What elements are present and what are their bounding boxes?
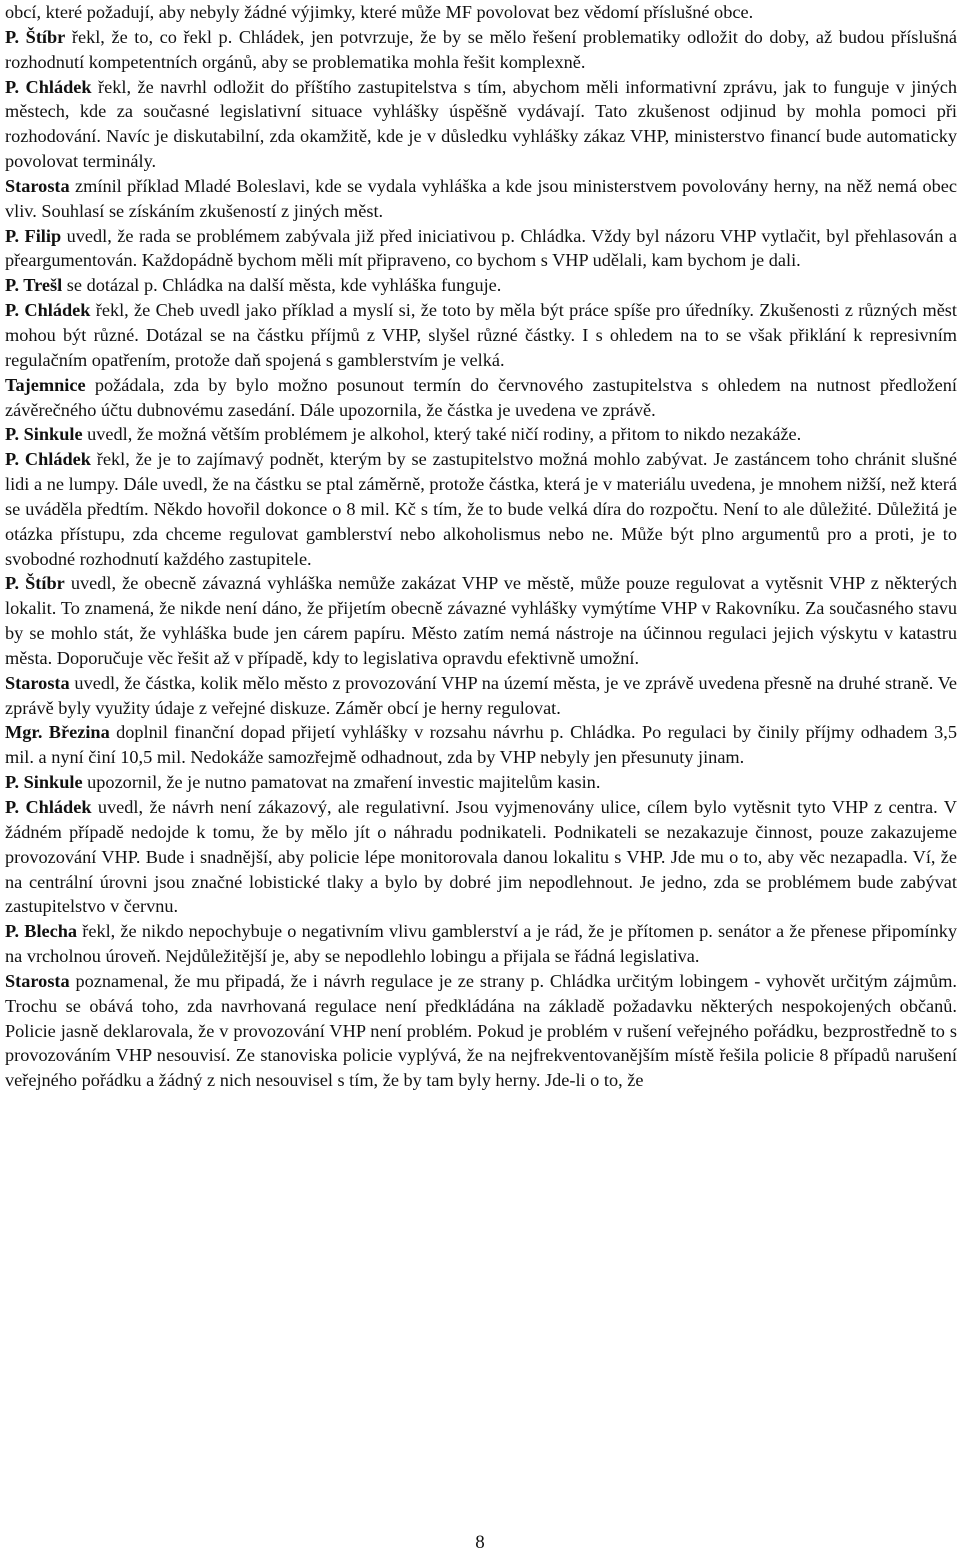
paragraph-text: uvedl, že možná větším problémem je alkohol, který také ničí rodiny, a přitom to nikdo nezakáže. <box>82 424 802 445</box>
speaker-name: P. Štíbr <box>5 573 65 594</box>
page-number: 8 <box>475 1532 485 1553</box>
paragraph-text: řekl, že je to zajímavý podnět, kterým by se zastupitelstvo možná mohlo zabývat. Je zastáncem toho chránit slušné lidi a ne lumpy. Dále uvedl, že na částku se ptal záměrně, protože částka, která je v materiálu uvedena, je mnohem nižší, než která se uváděla předtím. Někdo hovořil dokonce o 8 mil. Kč s tím, že to bude velká díra do rozpočtu. Není to ale důležité. Důležitá je otázka přístupu, zda chceme regulovat gamblerství nebo alkoholismus nebo ne. Může být plno argumentů pro a proti, je to svobodné rozhodnutí každého zastupitele. <box>5 449 957 569</box>
speaker-name: P. Blecha <box>5 921 78 942</box>
paragraph-text: zmínil příklad Mladé Boleslavi, kde se vydala vyhláška a kde jsou ministerstvem povolovány herny, na něž nemá obec vliv. Souhlasí se získáním zkušeností z jiných měst. <box>5 175 957 221</box>
paragraph <box>5 0 957 25</box>
speaker-name: P. Filip <box>5 225 62 246</box>
paragraph <box>5 75 957 174</box>
speaker-name: Starosta <box>5 175 70 196</box>
speaker-name: P. Chládek <box>5 449 91 470</box>
paragraph <box>5 224 957 274</box>
speaker-name: P. Chládek <box>5 76 92 97</box>
paragraph <box>5 373 957 423</box>
paragraph <box>5 422 957 447</box>
paragraph-text: řekl, že navrhl odložit do příštího zastupitelstva s tím, abychom měli informativní zprávu, jak to funguje v jiných městech, kde za současné legislativní situace vyhlášky úspěšně vydávají. Tato zkušenost odjinud by mohla pomoci při rozhodování. Navíc je diskutabilní, zda okamžitě, kde je v důsledku vyhlášky zákaz VHP, ministerstvo financí bude automaticky povolovat terminály. <box>5 76 957 172</box>
paragraph-text: obcí, které požadují, aby nebyly žádné výjimky, které může MF povolovat bez vědomí příslušné obce. <box>5 2 754 22</box>
document-body <box>5 0 957 1093</box>
speaker-name: Mgr. Březina <box>5 722 110 743</box>
paragraph-text: upozornil, že je nutno pamatovat na zmaření investic majitelům kasin. <box>82 772 601 793</box>
speaker-name: Starosta <box>5 672 70 693</box>
paragraph-text: poznamenal, že mu připadá, že i návrh regulace je ze strany p. Chládka určitým lobingem - vyhovět určitým zájmům. Trochu se obává toho, zda navrhovaná regulace není předkládána na základě požadavku některých nespokojených občanů. Policie jasně deklarovala, že v provozování VHP není problém. Pokud je problém v rušení veřejného pořádku, bezprostředně to s provozováním VHP nesouvisí. Ze stanoviska policie vyplývá, že na nejfrekventovanějším místě řešila policie 8 případů narušení veřejného pořádku a žádný z nich nesouvisel s tím, že by tam byly herny. Jde-li o to, že <box>5 970 957 1091</box>
paragraph <box>5 571 957 670</box>
paragraph <box>5 25 957 75</box>
paragraph-text: uvedl, že obecně závazná vyhláška nemůže zakázat VHP ve městě, může pouze regulovat a vytěsnit VHP z některých lokalit. To znamená, že nikde není dáno, že přijetím obecně závazné vyhlášky vymýtíme VHP v Rakovníku. Za současného stavu by se mohlo stát, že vyhláška bude jen cárem papíru. Město zatím nemá nástroje na účinnou regulaci jejich výskytu v katastru města. Doporučuje věc řešit až v případě, kdy to legislativa opravdu efektivně umožní. <box>5 573 957 668</box>
speaker-name: P. Chládek <box>5 797 92 817</box>
paragraph <box>5 795 957 919</box>
paragraph-text: řekl, že to, co řekl p. Chládek, jen potvrzuje, že by se mělo řešení problematiky odložit do doby, až budou příslušná rozhodnutí kompetentních orgánů, aby se problematika mohla řešit komplexně. <box>5 26 958 72</box>
speaker-name: P. Štíbr <box>5 26 66 47</box>
paragraph <box>5 174 957 224</box>
speaker-name: P. Trešl <box>5 275 63 296</box>
paragraph-text: se dotázal p. Chládka na další města, kde vyhláška funguje. <box>62 275 502 296</box>
speaker-name: Tajemnice <box>5 374 86 395</box>
speaker-name: P. Sinkule <box>5 424 83 445</box>
paragraph <box>5 969 957 1093</box>
paragraph <box>5 671 957 721</box>
paragraph-text: řekl, že nikdo nepochybuje o negativním vlivu gamblerství a je rád, že je přítomen p. senátor a že přenese připomínky na vrcholnou úroveň. Nejdůležitější je, aby se nepodlehlo lobingu a přijala se řádná legislativa. <box>5 921 958 967</box>
paragraph-text: uvedl, že návrh není zákazový, ale regulativní. Jsou vyjmenovány ulice, cílem bylo vytěsnit tyto VHP z centra. V žádném případě nedojde k tomu, že by mělo jít o náhradu podnikateli. Podnikateli se nezakazuje činnost, pouze zakazujeme provozování VHP. Bude i snadnější, aby policie lépe monitorovala danou lokalitu s VHP. Jde mu o to, aby věc nezapadla. Ví, že na centrální úrovni jsou značné lobistické tlaky a bylo by dobré jim nepodlehnout. Je jedno, zda se problémem bude zabývat zastupitelstvo v červnu. <box>5 797 958 917</box>
paragraph <box>5 720 957 770</box>
paragraph <box>5 273 957 298</box>
paragraph-text: uvedl, že částka, kolik mělo město z provozování VHP na území města, je ve zprávě uvedena přesně na druhé straně. Ve zprávě byly využity údaje z veřejné diskuze. Záměr obcí je herny regulovat. <box>5 672 957 718</box>
speaker-name: Starosta <box>5 970 70 991</box>
paragraph <box>5 298 957 373</box>
speaker-name: P. Sinkule <box>5 772 83 793</box>
paragraph-text: doplnil finanční dopad přijetí vyhlášky v rozsahu návrhu p. Chládka. Po regulaci by činily příjmy odhadem 3,5 mil. a nyní činí 10,5 mil. Nedokáže samozřejmě odhadnout, zda by VHP nebyly jen přesunuty jinam. <box>5 722 957 768</box>
paragraph <box>5 919 957 969</box>
paragraph-text: požádala, zda by bylo možno posunout termín do červnového zastupitelstva s ohledem na nutnost předložení závěrečného účtu dubnovému zasedání. Dále upozornila, že částka je uvedena ve zprávě. <box>5 374 957 420</box>
paragraph-text: řekl, že Cheb uvedl jako příklad a myslí si, že toto by měla být práce spíše pro úředníky. Zkušenosti z různých měst mohou být různé. Dotázal se na částku příjmů z VHP, slyšel různé částky. I s ohledem na to se však přiklání k represivním regulačním opatřením, protože daň spojená s gamblerstvím je velká. <box>5 300 957 370</box>
paragraph <box>5 447 957 571</box>
paragraph <box>5 770 957 795</box>
speaker-name: P. Chládek <box>5 300 91 321</box>
paragraph-text: uvedl, že rada se problémem zabývala již před iniciativou p. Chládka. Vždy byl názoru VHP vytlačit, byl přehlasován a přeargumentován. Každopádně bychom měli mít připraveno, co bychom s VHP udělali, kam bychom je dali. <box>5 225 958 271</box>
